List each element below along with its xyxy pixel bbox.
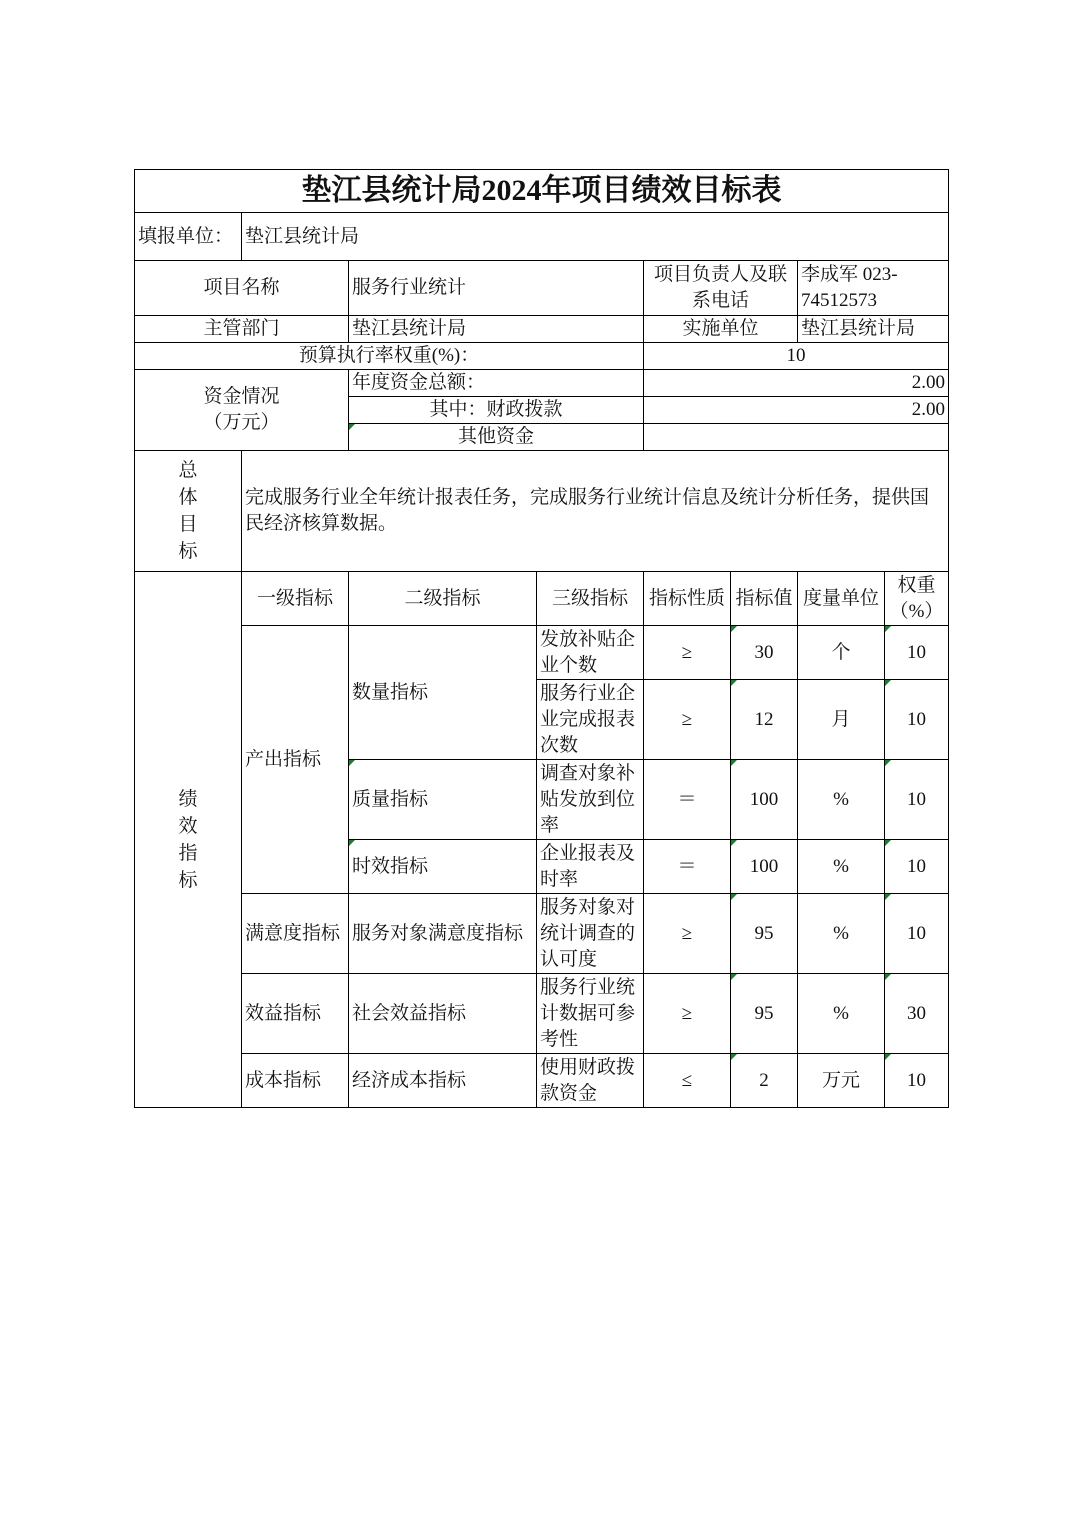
reporting-unit-label: 填报单位： — [135, 213, 242, 261]
performance-table — [134, 169, 949, 1108]
nature-cell: ≥ — [644, 894, 731, 974]
nature-cell: ＝ — [644, 840, 731, 894]
nature-cell: ≤ — [644, 1054, 731, 1108]
header-level3: 三级指标 — [537, 572, 644, 626]
nature-cell: ≥ — [644, 974, 731, 1054]
header-level1: 一级指标 — [242, 572, 349, 626]
unit-cell: 万元 — [798, 1054, 885, 1108]
weight-cell: 10 — [885, 840, 949, 894]
header-weight: 权重（%） — [885, 572, 949, 626]
value-cell: 12 — [731, 680, 798, 760]
value-cell: 95 — [731, 894, 798, 974]
weight-cell: 10 — [885, 760, 949, 840]
level2-satisfaction: 服务对象满意度指标 — [349, 894, 537, 974]
level1-benefit: 效益指标 — [242, 974, 349, 1054]
weight-cell: 10 — [885, 680, 949, 760]
level1-satisfaction: 满意度指标 — [242, 894, 349, 974]
funds-other-label: 其他资金 — [349, 424, 644, 451]
unit-cell: 个 — [798, 626, 885, 680]
impl-unit-value: 垫江县统计局 — [798, 316, 949, 343]
table-row — [135, 1054, 949, 1108]
impl-unit-label: 实施单位 — [644, 316, 798, 343]
unit-cell: % — [798, 894, 885, 974]
budget-rate-label: 预算执行率权重(%)： — [135, 343, 644, 370]
value-cell: 2 — [731, 1054, 798, 1108]
weight-cell: 10 — [885, 894, 949, 974]
level1-cost: 成本指标 — [242, 1054, 349, 1108]
value-cell: 100 — [731, 760, 798, 840]
level2-timeliness: 时效指标 — [349, 840, 537, 894]
table-row — [135, 626, 949, 680]
level3-cell: 服务行业统计数据可参考性 — [537, 974, 644, 1054]
funds-fiscal-label: 其中：财政拨款 — [349, 397, 644, 424]
weight-cell: 10 — [885, 1054, 949, 1108]
dept-value: 垫江县统计局 — [349, 316, 644, 343]
level3-cell: 服务行业企业完成报表次数 — [537, 680, 644, 760]
level3-cell: 使用财政拨款资金 — [537, 1054, 644, 1108]
funds-other-value — [644, 424, 949, 451]
unit-cell: % — [798, 760, 885, 840]
level3-cell: 发放补贴企业个数 — [537, 626, 644, 680]
header-nature: 指标性质 — [644, 572, 731, 626]
indicators-label: 绩效指标 — [135, 572, 242, 1108]
header-unit: 度量单位 — [798, 572, 885, 626]
reporting-unit-value: 垫江县统计局 — [242, 213, 949, 261]
project-contact-value: 李成军 023-74512573 — [798, 261, 949, 316]
unit-cell: % — [798, 974, 885, 1054]
project-name-label: 项目名称 — [135, 261, 349, 316]
header-value: 指标值 — [731, 572, 798, 626]
level2-quality: 质量指标 — [349, 760, 537, 840]
weight-cell: 10 — [885, 626, 949, 680]
overall-goal-label: 总体目标 — [135, 451, 242, 572]
dept-label: 主管部门 — [135, 316, 349, 343]
funds-label: 资金情况（万元） — [135, 370, 349, 451]
sheet-title: 垫江县统计局2024年项目绩效目标表 — [135, 170, 949, 213]
value-cell: 95 — [731, 974, 798, 1054]
unit-cell: 月 — [798, 680, 885, 760]
level2-social: 社会效益指标 — [349, 974, 537, 1054]
value-cell: 100 — [731, 840, 798, 894]
weight-cell: 30 — [885, 974, 949, 1054]
nature-cell: ＝ — [644, 760, 731, 840]
project-name-value: 服务行业统计 — [349, 261, 644, 316]
level1-output: 产出指标 — [242, 626, 349, 894]
level3-cell: 企业报表及时率 — [537, 840, 644, 894]
budget-rate-value: 10 — [644, 343, 949, 370]
level3-cell: 调查对象补贴发放到位率 — [537, 760, 644, 840]
nature-cell: ≥ — [644, 626, 731, 680]
performance-target-sheet — [134, 169, 948, 1108]
table-row — [135, 894, 949, 974]
nature-cell: ≥ — [644, 680, 731, 760]
funds-fiscal-value: 2.00 — [644, 397, 949, 424]
value-cell: 30 — [731, 626, 798, 680]
funds-total-value: 2.00 — [644, 370, 949, 397]
table-row — [135, 974, 949, 1054]
funds-total-label: 年度资金总额： — [349, 370, 644, 397]
level3-cell: 服务对象对统计调查的认可度 — [537, 894, 644, 974]
level2-economic: 经济成本指标 — [349, 1054, 537, 1108]
level2-quantity: 数量指标 — [349, 626, 537, 760]
overall-goal-text: 完成服务行业全年统计报表任务，完成服务行业统计信息及统计分析任务，提供国民经济核算数据。 — [242, 451, 949, 572]
unit-cell: % — [798, 840, 885, 894]
project-contact-label: 项目负责人及联系电话 — [644, 261, 798, 316]
header-level2: 二级指标 — [349, 572, 537, 626]
